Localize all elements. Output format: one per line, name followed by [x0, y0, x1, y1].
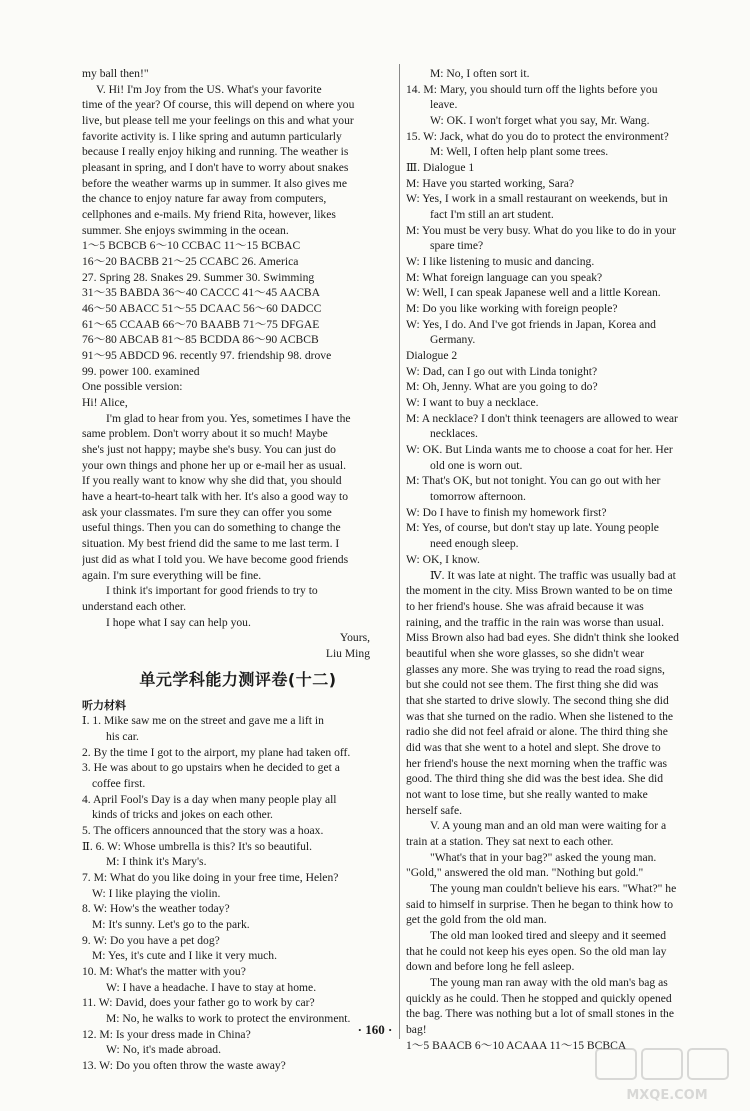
right-text-line: the bag. There was nothing but a lot of small stones in the: [406, 1007, 675, 1021]
left-text-line: useful things. Then you can do something to change the: [82, 521, 341, 535]
left-text-line: Ⅰ. 1. Mike saw me on the street and gave me a lift in: [82, 714, 324, 728]
left-text-line: situation. My best friend did the same to me last term. I: [82, 537, 340, 551]
left-text-line: 61～65 CCAAB 66～70 BAABB 71～75 DFGAE: [82, 317, 320, 331]
right-text-line: spare time?: [430, 239, 484, 253]
left-text-line: 5. The officers announced that the story was a hoax.: [82, 823, 324, 837]
right-text-line: need enough sleep.: [430, 537, 519, 551]
left-text-line: because I really enjoy hiking and running. The weather is: [82, 145, 349, 159]
right-column: [406, 66, 718, 1053]
left-text-line: kinds of tricks and jokes on each other.: [92, 808, 273, 822]
left-text-line: my ball then!": [82, 67, 149, 80]
right-text-line: The young man ran away with the old man's bag as: [430, 975, 668, 989]
left-text-line: same problem. Don't worry about it so much! Maybe: [82, 427, 328, 441]
left-text-line: 12. M: Is your dress made in China?: [82, 1027, 251, 1041]
left-text-line: One possible version:: [82, 380, 183, 394]
left-text-line: just did as what I told you. We have become good friends: [82, 552, 349, 566]
right-text-line: 1～5 BAACB 6～10 ACAAA 11～15 BCBCA: [406, 1038, 627, 1052]
right-text-line: Miss Brown also had bad eyes. She didn't think she looked: [406, 631, 679, 645]
left-text-line: 46～50 ABACC 51～55 DCAAC 56～60 DADCC: [82, 302, 322, 316]
right-text-line: fact I'm still an art student.: [430, 208, 554, 222]
column-divider: [399, 64, 400, 1039]
right-text-line: train at a station. They sat next to each other.: [406, 834, 614, 848]
right-text-line: necklaces.: [430, 427, 478, 441]
right-text-line: V. A young man and an old man were waiting for a: [430, 819, 667, 833]
left-text-line: his car.: [106, 729, 139, 743]
left-text-line: 31～35 BABDA 36～40 CACCC 41～45 AACBA: [82, 286, 321, 300]
right-text-line: "Gold," answered the old man. "Nothing but gold.": [406, 866, 644, 880]
left-text-line: Ⅱ. 6. W: Whose umbrella is this? It's so beautiful.: [82, 839, 313, 853]
left-text-line: cellphones and e-mails. My friend Rita, however, likes: [82, 208, 336, 222]
right-text-line: W: I like listening to music and dancing.: [406, 255, 595, 269]
left-text-line: W: I like playing the violin.: [92, 886, 221, 900]
right-text-line: 15. W: Jack, what do you do to protect the environment?: [406, 129, 669, 143]
section-heading: 听力材料: [82, 698, 126, 712]
left-text-line: M: Yes, it's cute and I like it very much.: [92, 949, 277, 963]
right-text-line: the moment in the city. Miss Brown wanted to be on time: [406, 584, 673, 598]
left-text-line: have a heart-to-heart talk with her. It's also a good way to: [82, 490, 349, 504]
right-text-line: to her friend's house. She was afraid because it was: [406, 599, 644, 613]
right-text-line: Ⅳ. It was late at night. The traffic was usually bad at: [430, 568, 676, 582]
left-text-line: If you really want to know why she did that, you should: [82, 474, 342, 488]
right-text-line: tomorrow afternoon.: [430, 490, 526, 504]
left-text-line: favorite activity is. I like spring and autumn particularly: [82, 129, 342, 143]
left-text-line: M: I think it's Mary's.: [106, 855, 207, 869]
right-text-line: quickly as he could. Then he stopped and quickly opened: [406, 991, 672, 1005]
left-text-line: pleasant in spring, and I don't have to worry about snakes: [82, 161, 349, 175]
left-text-line: 1～5 BCBCB 6～10 CCBAC 11～15 BCBAC: [82, 239, 301, 253]
right-text-line: bag!: [406, 1022, 427, 1036]
left-text-line: 99. power 100. examined: [82, 364, 200, 378]
left-text-line: W: No, it's made abroad.: [106, 1043, 221, 1057]
left-text-line: 16～20 BACBB 21～25 CCABC 26. America: [82, 255, 299, 269]
left-text-line: 9. W: Do you have a pet dog?: [82, 933, 220, 947]
right-text-line: W: Dad, can I go out with Linda tonight?: [406, 364, 598, 378]
right-text-line: The young man couldn't believe his ears. "What?" he: [430, 881, 677, 895]
left-text-line: understand each other.: [82, 599, 186, 613]
right-text-line: get the gold from the old man.: [406, 913, 547, 927]
right-text-line: down and before long he fell asleep.: [406, 960, 575, 974]
right-text-line: W: Well, I can speak Japanese well and a little Korean.: [406, 286, 661, 300]
right-text-line: Germany.: [430, 333, 476, 347]
right-text-line: old one is worn out.: [430, 458, 523, 472]
right-text-line: that she started to drive slowly. The second thing she did: [406, 693, 669, 707]
left-text-line: I think it's important for good friends to try to: [106, 584, 318, 598]
right-text-line: said to himself in surprise. Then he began to think how to: [406, 897, 674, 911]
left-text-line: V. Hi! I'm Joy from the US. What's your favorite: [96, 82, 322, 96]
left-text-line: again. I'm sure everything will be fine.: [82, 568, 262, 582]
left-text-line: ask your classmates. I'm sure they can offer you some: [82, 505, 332, 519]
left-text-line: the chance to enjoy nature far away from computers,: [82, 192, 327, 206]
left-text-line: time of the year? Of course, this will depend on where you: [82, 98, 355, 112]
left-text-line: Yours,: [339, 631, 370, 645]
right-text-line: herself safe.: [406, 803, 463, 817]
right-text-line: raining, and the traffic in the rain was worse than usual.: [406, 615, 664, 629]
right-text-line: "What's that in your bag?" asked the young man.: [430, 850, 657, 864]
right-text-line: W: OK. But Linda wants me to choose a coat for her. Her: [406, 443, 673, 457]
left-text-line: Hi! Alice,: [82, 396, 128, 410]
right-text-line: M: Do you like working with foreign people?: [406, 302, 618, 316]
right-text-line: W: I want to buy a necklace.: [406, 396, 539, 410]
left-text-line: 4. April Fool's Day is a day when many people play all: [82, 792, 337, 806]
left-text-line: 10. M: What's the matter with you?: [82, 964, 246, 978]
right-text-line: was that she turned on the radio. When she listened to the: [406, 709, 674, 723]
right-text-line: M: That's OK, but not tonight. You can go out with her: [406, 474, 661, 488]
left-text-line: she's just not happy; maybe she's busy. You can just do: [82, 443, 336, 457]
left-text-line: I'm glad to hear from you. Yes, sometimes I have the: [106, 411, 351, 425]
left-text-line: 13. W: Do you often throw the waste away?: [82, 1058, 286, 1072]
left-text-line: summer. She enjoys swimming in the ocean.: [82, 223, 289, 237]
right-text-line: W: OK. I won't forget what you say, Mr. Wang.: [430, 114, 650, 128]
right-text-line: beautiful when she wore glasses, so she didn't wear: [406, 646, 645, 660]
right-text-line: Ⅲ. Dialogue 1: [406, 161, 475, 175]
right-text-line: M: Oh, Jenny. What are you going to do?: [406, 380, 598, 394]
right-text-line: M: What foreign language can you speak?: [406, 270, 603, 284]
right-text-line: M: You must be very busy. What do you like to do in your: [406, 223, 676, 237]
section-title: 单元学科能力测评卷(十二): [139, 669, 337, 689]
right-text-line: W: Do I have to finish my homework first?: [406, 505, 607, 519]
left-text-line: 27. Spring 28. Snakes 29. Summer 30. Swimming: [82, 270, 315, 284]
right-text-line: leave.: [430, 98, 458, 112]
page-number: · 160 ·: [357, 1022, 393, 1037]
right-text-line: 14. M: Mary, you should turn off the lights before you: [406, 82, 658, 96]
right-text-line: good. The third thing she did was the best idea. She did: [406, 772, 664, 786]
right-text-line: M: A necklace? I don't think teenagers are allowed to wear: [406, 411, 678, 425]
left-text-line: 2. By the time I got to the airport, my plane had taken off.: [82, 745, 351, 759]
left-text-line: M: It's sunny. Let's go to the park.: [92, 917, 250, 931]
right-text-line: W: Yes, I do. And I've got friends in Japan, Korea and: [406, 317, 656, 331]
left-text-line: 8. W: How's the weather today?: [82, 902, 230, 916]
right-text-line: Dialogue 2: [406, 349, 458, 363]
right-text-line: did was that she went to a hotel and slept. She drove to: [406, 740, 661, 754]
svg-text:MXQE.COM: MXQE.COM: [626, 1088, 708, 1103]
left-text-line: live, but please tell me your feelings on this and what your: [82, 114, 354, 128]
watermark-logo: [592, 1045, 742, 1105]
right-text-line: M: No, I often sort it.: [430, 67, 530, 80]
left-text-line: 76～80 ABCAB 81～85 BCDDA 86～90 ACBCB: [82, 333, 319, 347]
left-text-line: I hope what I say can help you.: [106, 615, 251, 629]
right-text-line: that he could not keep his eyes open. So the old man lay: [406, 944, 667, 958]
left-text-line: 11. W: David, does your father go to work by car?: [82, 996, 315, 1010]
left-text-line: M: No, he walks to work to protect the environment.: [106, 1011, 351, 1025]
left-column: [82, 66, 394, 1074]
left-text-line: 3. He was about to go upstairs when he decided to get a: [82, 761, 340, 775]
left-text-line: coffee first.: [92, 776, 146, 790]
right-text-line: her friend's house the next morning when the traffic was: [406, 756, 668, 770]
right-text-line: M: Yes, of course, but don't stay up late. Young people: [406, 521, 659, 535]
right-text-line: not want to lose time, but she really wanted to make: [406, 787, 648, 801]
right-text-line: glasses any more. She was trying to read the road signs,: [406, 662, 665, 676]
right-text-line: The old man looked tired and sleepy and it seemed: [430, 928, 666, 942]
left-text-line: 91～95 ABDCD 96. recently 97. friendship 98. drove: [82, 349, 332, 363]
right-text-line: W: OK, I know.: [406, 552, 480, 566]
right-text-line: M: Have you started working, Sara?: [406, 176, 575, 190]
left-text-line: your own things and phone her up or e-mail her as usual.: [82, 458, 347, 472]
right-text-line: but she could not see them. The first thing she did was: [406, 678, 659, 692]
left-text-line: 7. M: What do you like doing in your free time, Helen?: [82, 870, 339, 884]
right-text-line: W: Yes, I work in a small restaurant on weekends, but in: [406, 192, 668, 206]
right-text-line: M: Well, I often help plant some trees.: [430, 145, 609, 159]
left-text-line: before the weather warms up in summer. It also gives me: [82, 176, 347, 190]
left-text-line: Liu Ming: [325, 646, 370, 660]
right-text-line: radio she did not feel afraid or alone. The third thing she: [406, 725, 668, 739]
left-text-line: W: I have a headache. I have to stay at home.: [106, 980, 317, 994]
